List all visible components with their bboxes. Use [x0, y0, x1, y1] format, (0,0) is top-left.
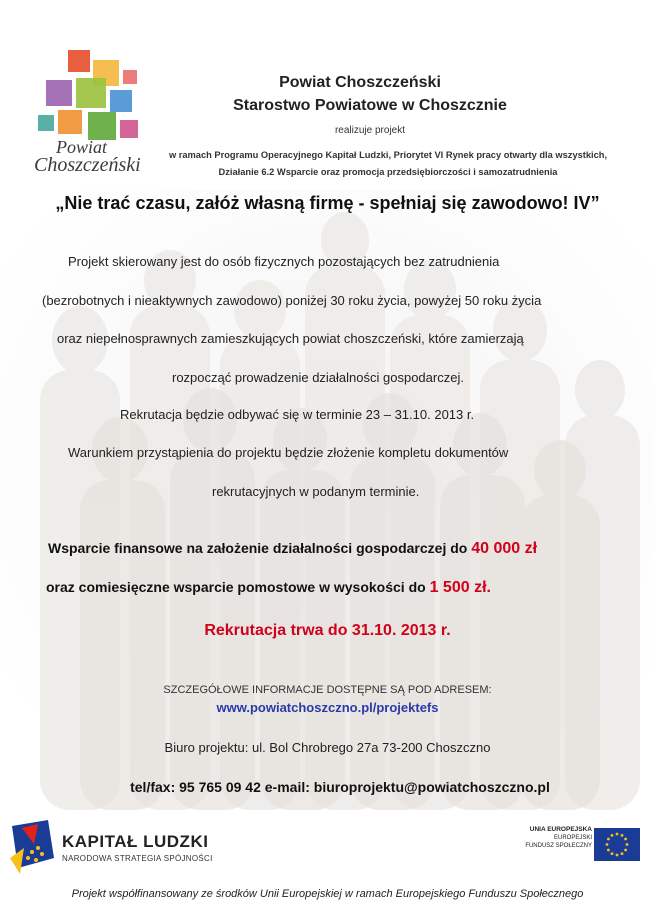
eu-line-1: UNIA EUROPEJSKA: [529, 826, 592, 833]
people-background-image: [0, 190, 655, 810]
eu-line-3: FUNDUSZ SPOŁECZNY: [525, 843, 592, 849]
finance-line-1: [48, 540, 537, 558]
office-address: Biuro projektu: ul. Bol Chrobrego 27a 73-200 Choszczno: [164, 740, 491, 755]
body-line-2: (bezrobotnych i nieaktywnych zawodowo) poniżej 30 roku życia, powyżej 50 roku życia: [42, 293, 542, 308]
logo-line2: Choszczeński: [34, 154, 141, 176]
contact-line: tel/fax: 95 765 09 42 e-mail: biuroprojektu@powiatchoszczno.pl: [130, 779, 550, 795]
body-line-1: Projekt skierowany jest do osób fizycznych pozostających bez zatrudnienia: [68, 254, 500, 269]
kapital-ludzki-title: KAPITAŁ LUDZKI: [62, 832, 209, 851]
office-name: Starostwo Powiatowe w Choszcznie: [233, 97, 507, 114]
program-line-2: Działanie 6.2 Wsparcie oraz promocja przedsiębiorczości i samozatrudnienia: [218, 167, 558, 177]
kapital-ludzki-subtitle: NARODOWA STRATEGIA SPÓJNOŚCI: [62, 854, 213, 863]
finance-line-1-text: Wsparcie finansowe na założenie działalności gospodarczej do: [48, 540, 472, 556]
finance-amount-2: 1 500 zł.: [429, 579, 491, 596]
body-line-6: Warunkiem przystąpienia do projektu będzie złożenie kompletu dokumentów: [68, 445, 509, 460]
project-url-link[interactable]: www.powiatchoszczno.pl/projektefs: [216, 700, 439, 715]
info-label: SZCZEGÓŁOWE INFORMACJE DOSTĘPNE SĄ POD ADRESEM:: [163, 684, 492, 696]
body-line-3: oraz niepełnosprawnych zamieszkujących powiat choszczeński, które zamierzają: [57, 331, 524, 346]
eu-fund-label: [512, 826, 592, 850]
finance-amount-1: 40 000 zł: [471, 540, 538, 557]
logo-wordmark: [34, 138, 141, 174]
cofinancing-footer: Projekt współfinansowany ze środków Unii Europejskiej w ramach Europejskiego Funduszu Społecznego: [71, 888, 584, 900]
realizes-label: realizuje projekt: [334, 125, 406, 136]
finance-line-2-text: oraz comiesięczne wsparcie pomostowe w wysokości do: [46, 579, 430, 595]
project-slogan: „Nie trać czasu, załóż własną firmę - spełniaj się zawodowo! IV”: [55, 193, 600, 213]
program-line-1: w ramach Programu Operacyjnego Kapitał Ludzki, Priorytet VI Rynek pracy otwarty dla wszystkich,: [168, 150, 608, 160]
recruitment-deadline: Rekrutacja trwa do 31.10. 2013 r.: [204, 622, 451, 639]
eu-line-2: EUROPEJSKI: [553, 835, 592, 841]
body-line-7: rekrutacyjnych w podanym terminie.: [212, 484, 420, 499]
logo-line1: Powiat: [56, 137, 108, 157]
org-name: Powiat Choszczeński: [279, 74, 441, 91]
eu-flag-icon: [594, 828, 640, 861]
body-line-5: Rekrutacja będzie odbywać się w terminie 23 – 31.10. 2013 r.: [120, 407, 475, 422]
body-line-4: rozpocząć prowadzenie działalności gospodarczej.: [172, 370, 464, 385]
kapital-ludzki-logo-icon: [8, 818, 60, 878]
finance-line-2: [46, 579, 491, 597]
